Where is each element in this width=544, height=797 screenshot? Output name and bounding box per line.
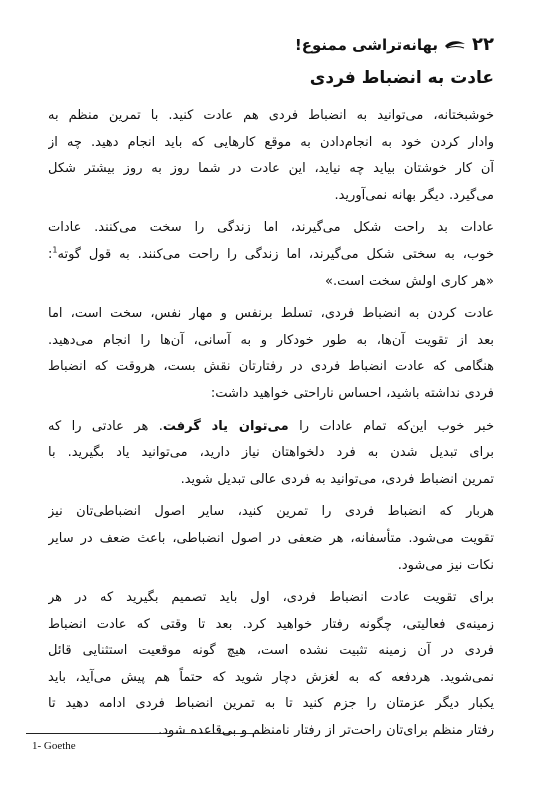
text-line: فردی در آن زمینه تثبیت نشده است، هیچ گونه موقعیت استثنایی قائل <box>48 643 494 659</box>
leaf-ornament-icon <box>444 39 466 51</box>
text-line: آن کار خوشتان بیاید چه نیاید، این عادت در شما روز به روز بیشتر شکل <box>48 161 494 177</box>
text-fragment: خبر خوب این‌که تمام عادات را <box>288 418 494 434</box>
text-line: نمی‌شوید. هردفعه که به لغزش دچار شوید که حتماً هم پیش می‌آید، باید <box>48 669 494 685</box>
text-line: تمرین انضباط فردی، می‌توانید به فردی عالی تبدیل شوید. <box>180 471 494 487</box>
text-line: هنگامی که عادت انضباط فردی در رفتارتان نقش بست، هروقت که انضباط <box>48 359 494 375</box>
text-line: برای تبدیل شدن به فرد دلخواهتان نیاز دارید، می‌توانید یاد بگیرید. با <box>48 445 494 461</box>
text-line: بعد از تقویت آن‌ها، به طور خودکار و به آسانی، آن‌ها را انجام می‌دهید. <box>48 332 494 348</box>
text-line-with-footnote: خوب، به سختی شکل می‌گیرند، اما زندگی را راحت می‌کنند. به قول گوته$^1$: <box>48 245 494 262</box>
paragraph <box>48 414 494 494</box>
paragraph <box>48 215 494 295</box>
text-line: زمینه‌ی فعالیتی، چگونه رفتار خواهید کرد. بعد تا وقتی که عادت انضباط <box>48 616 494 632</box>
emphasized-phrase: می‌توان یاد گرفت <box>162 418 289 434</box>
running-head <box>295 34 494 55</box>
text-fragment: . هر عادتی را که <box>48 418 163 434</box>
paragraph <box>48 103 494 209</box>
body-text <box>48 103 494 751</box>
footnote-marker: 1 <box>52 245 58 255</box>
page-number: ۲۲ <box>472 34 494 55</box>
quote-line: «هر کاری اولش سخت است.» <box>325 273 494 289</box>
paragraph <box>48 499 494 579</box>
text-line: رفتار منظم برای‌تان راحت‌تر از رفتار نامنظم و بی‌قاعده شود. <box>158 723 494 739</box>
text-line: فردی نداشته باشید، احساس ناراحتی خواهید داشت: <box>210 385 494 401</box>
text-line-with-emphasis <box>48 414 494 441</box>
footnote-divider <box>26 733 258 734</box>
text-line: هربار که انضباط فردی را تمرین کنید، سایر اصول انضباطی‌تان نیز <box>48 504 494 520</box>
text-line: عادت کردن به انضباط فردی، تسلط برنفس و مهار نفس، سخت است، اما <box>48 306 494 322</box>
text-line: خوب، به سختی شکل می‌گیرند، اما زندگی را راحت می‌کنند. به قول گوته <box>57 246 494 262</box>
running-title: بهانه‌تراشی ممنوع! <box>294 35 439 54</box>
paragraph <box>48 585 494 745</box>
text-line: می‌گیرد. دیگر بهانه نمی‌آورید. <box>334 187 494 203</box>
text-line: نکات نیز می‌شود. <box>397 557 494 573</box>
text-line: عادات بد راحت شکل می‌گیرند، اما زندگی را سخت می‌کنند. عادات <box>48 220 494 236</box>
footnote: 1- Goethe <box>32 740 76 752</box>
text-line: تقویت می‌شود. متأسفانه، هر ضعفی در اصول انضباطی، باعث ضعف در سایر <box>48 530 494 546</box>
text-line: برای تقویت عادت انضباط فردی، اول باید تصمیم بگیرید که در هر <box>48 590 494 606</box>
text-line: یکبار دیگر عزمتان را جزم کنید تا به تمرین انضباط فردی ادامه دهید تا <box>48 696 494 712</box>
text-line: خوشبختانه، می‌توانید به انضباط فردی هم عادت کنید. با تمرین منظم به <box>48 108 494 123</box>
paragraph <box>48 301 494 407</box>
section-heading: عادت به انضباط فردی <box>309 68 494 88</box>
text-line: وادار کردن خود به انجام‌دادن به موقع کارهایی که باید انجام دهید. چه از <box>48 134 494 150</box>
